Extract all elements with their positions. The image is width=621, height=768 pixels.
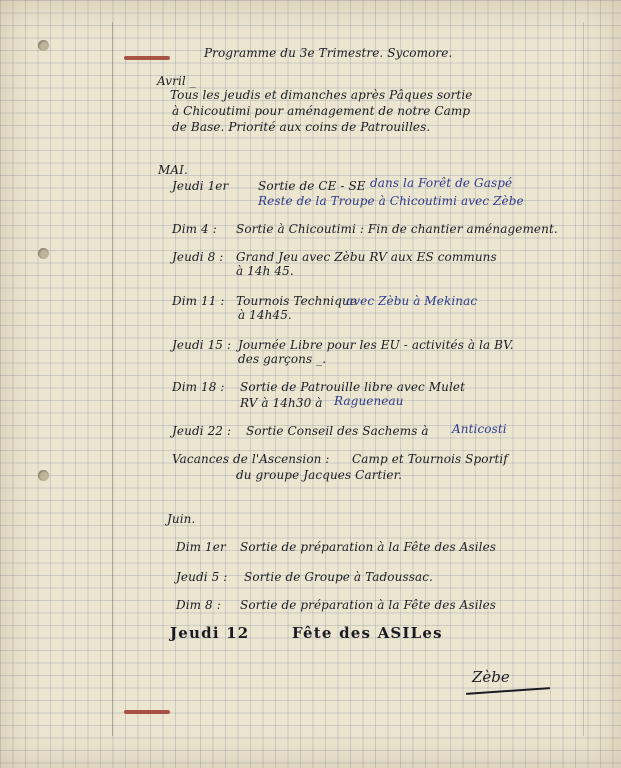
- entry-date: Dim 18 :: [172, 380, 225, 394]
- entry-blue-line2: Reste de la Troupe à Chicoutimi avec Zèbe: [258, 194, 524, 208]
- entry-text: Sortie de Patrouille libre avec Mulet: [240, 380, 466, 394]
- entry-date: Dim 4 :: [172, 222, 217, 236]
- entry-text: Sortie de préparation à la Fête des Asiles: [240, 598, 497, 612]
- entry-text: Camp et Tournois Sportif: [352, 452, 508, 466]
- entry-text: Tournois Technique: [236, 294, 358, 308]
- entry-line2: à 14h 45.: [236, 264, 294, 278]
- entry-text: Sortie de CE - SE: [258, 179, 366, 193]
- avril-line: Tous les jeudis et dimanches après Pâques sortie: [170, 88, 473, 102]
- punch-hole: [38, 470, 49, 481]
- avril-line: à Chicoutimi pour aménagement de notre Camp: [172, 104, 471, 118]
- entry-text: Sortie Conseil des Sachems à: [246, 424, 429, 438]
- signature: Zèbe: [472, 668, 510, 686]
- entry-date: Jeudi 15 :: [172, 338, 232, 352]
- entry-line2: RV à 14h30 à: [240, 396, 323, 410]
- entry-text: Sortie de préparation à la Fête des Asiles: [240, 540, 497, 554]
- entry-date: Jeudi 22 :: [172, 424, 232, 438]
- entry-text: Sortie de Groupe à Tadoussac.: [244, 570, 433, 584]
- entry-date: Dim 1er: [176, 540, 226, 554]
- entry-date: Dim 8 :: [176, 598, 221, 612]
- entry-blue-line2: à 14h45.: [238, 308, 292, 322]
- entry-date: Jeudi 8 :: [172, 250, 224, 264]
- binder-clip: [124, 56, 170, 60]
- entry-date: Dim 11 :: [172, 294, 225, 308]
- entry-blue-text: dans la Forêt de Gaspé: [370, 176, 513, 190]
- mai-heading: MAI.: [158, 163, 188, 177]
- entry-date: Vacances de l'Ascension :: [172, 452, 330, 466]
- avril-line: de Base. Priorité aux coins de Patrouilles.: [172, 120, 431, 134]
- entry-blue-text: Anticosti: [452, 422, 507, 436]
- entry-date: Jeudi 5 :: [176, 570, 228, 584]
- punch-hole: [38, 248, 49, 259]
- binder-clip: [124, 710, 170, 714]
- juin-heading: Juin.: [167, 512, 196, 526]
- entry-text: Grand Jeu avec Zèbu RV aux ES communs: [236, 250, 497, 264]
- page-title: Programme du 3e Trimestre. Sycomore.: [204, 46, 453, 60]
- entry-line2: des garçons _.: [238, 352, 327, 366]
- entry-date: Jeudi 1er: [172, 179, 229, 193]
- punch-hole: [38, 40, 49, 51]
- entry-text: Journée Libre pour les EU - activités à la BV.: [238, 338, 514, 352]
- entry-text: Sortie à Chicoutimi : Fin de chantier aménagement.: [236, 222, 558, 236]
- final-date: Jeudi 12: [170, 624, 250, 642]
- entry-blue-text: avec Zèbu à Mekinac: [346, 294, 478, 308]
- final-text: Fête des ASILes: [292, 624, 443, 642]
- entry-line2: du groupe Jacques Cartier.: [236, 468, 403, 482]
- avril-heading: Avril _: [157, 74, 196, 88]
- entry-blue-line2: Ragueneau: [334, 394, 404, 408]
